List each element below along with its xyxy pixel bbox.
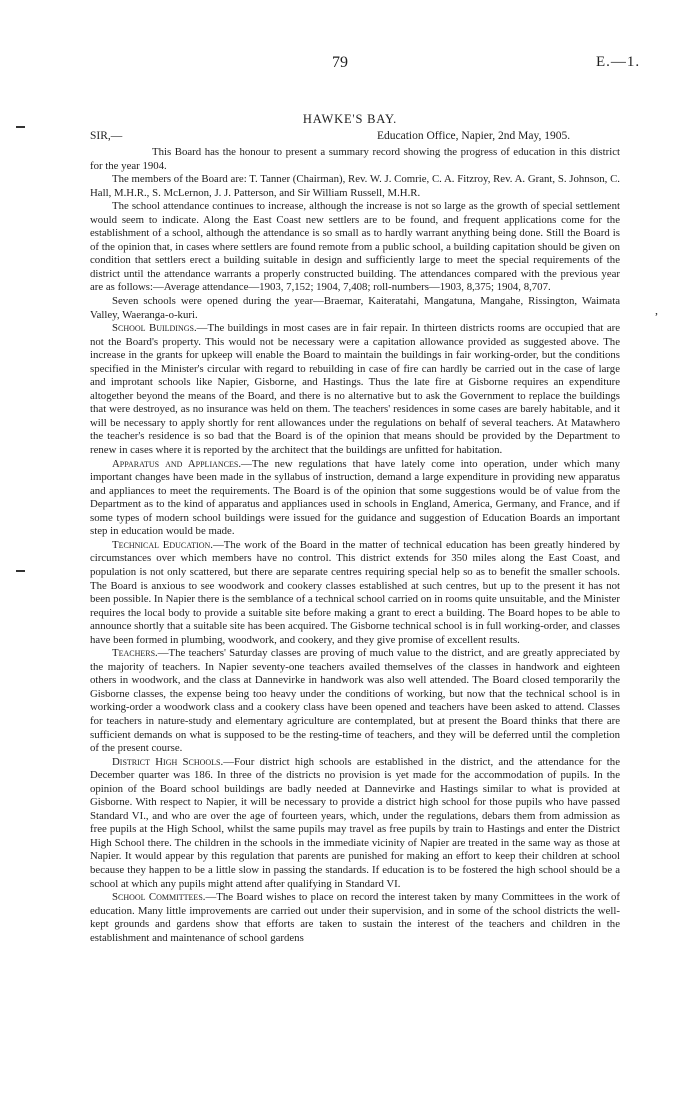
paragraph-heading: Technical Education. — [112, 538, 213, 551]
paragraph — [90, 458, 620, 539]
paragraph — [90, 539, 620, 647]
paragraph — [90, 173, 620, 200]
paragraph-text: The school attendance continues to increase, although the increase is not so large as the growth of special settlement would seem to indicate. Along the East Coast new settlers are to be found, and frequent applications come for the establishment of a school, although the attendance is so small as to hardly warrant anything being done. Still the Board is of the opinion that, in cases where settlers are found remote from a public school, a building capitation should be given on condition that settlers erect a building suitable in design and sufficiently large to meet the special requirements of the district until the attendance warrants a properly constructed building. The attendances compared with the previous year are as follows:—Average attendance—1903, 7,152; 1904, 7,408; roll-numbers—1903, 8,375; 1904, 8,707. — [90, 200, 620, 294]
paragraph-text: —The teachers' Saturday classes are proving of much value to the district, and are greatly appreciated by the majority of teachers. In Napier seventy-one teachers availed themselves of the classes in handwork and eighteen others in woodwork, and the class at Dannevirke in handwork was also well attended. The Board closed temporarily the Gisborne classes, the expense being too heavy under the conditions of working, but now that the technical school is in working-order a woodwork class and a cookery class have been opened and teachers have been asked to attend. Classes for teachers in nature-study and elementary agriculture are contemplated, but at present the Board thinks that there are sufficient demands on what is supposed to be the resting-time of teachers, and they will be deferred until the completion of the present course. — [90, 647, 620, 755]
paragraph-text: Seven schools were opened during the year—Braemar, Kaiteratahi, Mangatuna, Mangahe, Rissington, Waimata Valley, Waeranga-o-kuri. — [90, 295, 620, 321]
paragraph — [90, 647, 620, 755]
paragraph-text: —The new regulations that have lately come into operation, under which many important changes have been made in the syllabus of instruction, demand a large expenditure in providing new apparatus and appliances to meet the requirements. The Board is of the opinion that some suggestions would be of value from the Department as to the kind of apparatus and appliances used in schools in England, America, Germany, and France, and if some types of modern school buildings were issued for the guidance and suggestion of Education Boards an important step in education would be made. — [90, 457, 620, 538]
paragraph-text: —The buildings in most cases are in fair repair. In thirteen districts rooms are occupied that are not the Board's property. This would not be necessary were a capitation allowance provided as suggested above. The increase in the grants for upkeep will enable the Board to maintain the buildings in fair working-order, but the conditions specified in the Minister's circular with regard to rebuilding in case of fire can hardly be carried out in the case of large and improtant schools like Napier, Gisborne, and Hastings. Thus the late fire at Gisborne requires an expenditure altogether beyond the means of the Board, and there is no alternative but to ask the Government to replace the buildings that were destroyed, as no insurance was held on them. The teachers' residences in some cases are barely habitable, and it will be necessary to apply shortly for rent allowances under the regulations on behalf of several teachers. At Matawhero the teacher's residence is so bad that the Board is of the opinion that means should be provided by the Department to renew in cases where it is reported by the architect that the buildings are unfitted for habitation. — [90, 322, 620, 457]
paragraph — [90, 146, 620, 173]
paragraph — [90, 322, 620, 457]
margin-mark — [16, 570, 25, 572]
paragraph — [90, 891, 620, 945]
page-number: 79 — [332, 54, 348, 71]
report-body — [90, 146, 620, 945]
paragraph — [90, 200, 620, 295]
paragraph-heading: Teachers. — [112, 647, 158, 660]
paragraph — [90, 295, 620, 322]
margin-mark: , — [655, 303, 658, 317]
report-heading: HAWKE'S BAY. — [302, 112, 398, 126]
paragraph-heading: Apparatus and Appliances. — [112, 457, 242, 470]
paragraph-text: —Four district high schools are established in the district, and the attendance for the December quarter was 186. In three of the districts no provision is yet made for the accommodation of pupils. In the opinion of the Board school buildings are badly needed at Dannevirke and Hastings similar to what is provided at Gisborne. With respect to Napier, it will be necessary to provide a district high school for those pupils who have passed Standard VI., and who are over the age of fourteen years, which, under the regulations, debars them from admission as free pupils at the High School, whilst the same pupils may travel as free pupils by train to Hastings and enter the District High School there. The children in the schools in the immediate vicinity of Napier are treated in the same way as those at Napier. It would appear by this regulation that parents are punished for making an effort to keep their children at school because they happen to be a little slow in passing the standards. If education is to be fostered the high school should be a school at which any pupils might attend after qualifying in Standard VI. — [90, 755, 621, 890]
document-reference: E.—1. — [596, 54, 641, 70]
paragraph-text: This Board has the honour to present a summary record showing the progress of education in this district for the year 1904. — [90, 146, 620, 172]
paragraph — [90, 756, 620, 891]
paragraph-heading: School Committees. — [112, 891, 206, 904]
letter-address-date: Education Office, Napier, 2nd May, 1905. — [377, 130, 571, 142]
paragraph-text: The members of the Board are: T. Tanner (Chairman), Rev. W. J. Comrie, C. A. Fitzroy, Rev. A. Grant, S. Johnson, C. Hall, M.H.R., S. McLernon, J. J. Patterson, and Sir William Russell, M.H.R. — [90, 173, 620, 199]
paragraph-text: —The Board wishes to place on record the interest taken by many Committees in the work of education. Many little improvements are carried out under their supervision, and in some of the school districts the well-kept grounds and gardens show that efforts are taken to sustain the interest of the teachers and children in the establishment and maintenance of school gardens — [90, 891, 620, 944]
paragraph-heading: District High Schools. — [112, 755, 224, 768]
salutation: SIR,— — [90, 130, 123, 142]
paragraph-heading: School Buildings. — [112, 322, 197, 335]
paragraph-text: —The work of the Board in the matter of technical education has been greatly hindered by circumstances over which members have no control. This district extends for 350 miles along the East Coast, and population is not only scattered, but there are separate centres requiring special help so as to benefit the smaller schools. The Board is anxious to see woodwork and cookery classes established at such centres, but up to the present it has not been possible. In Napier there is the semblance of a technical school carried on in rooms quite unsuitable, and the Minister requires the local body to provide a suitable site before making a grant to erect a building. The Board hopes to be able to announce shortly that a suitable site has been acquired. The Gisborne technical school is in full working-order, and classes have been formed in plumbing, woodwork, and cookery, and they give promise of excellent results. — [90, 538, 620, 646]
